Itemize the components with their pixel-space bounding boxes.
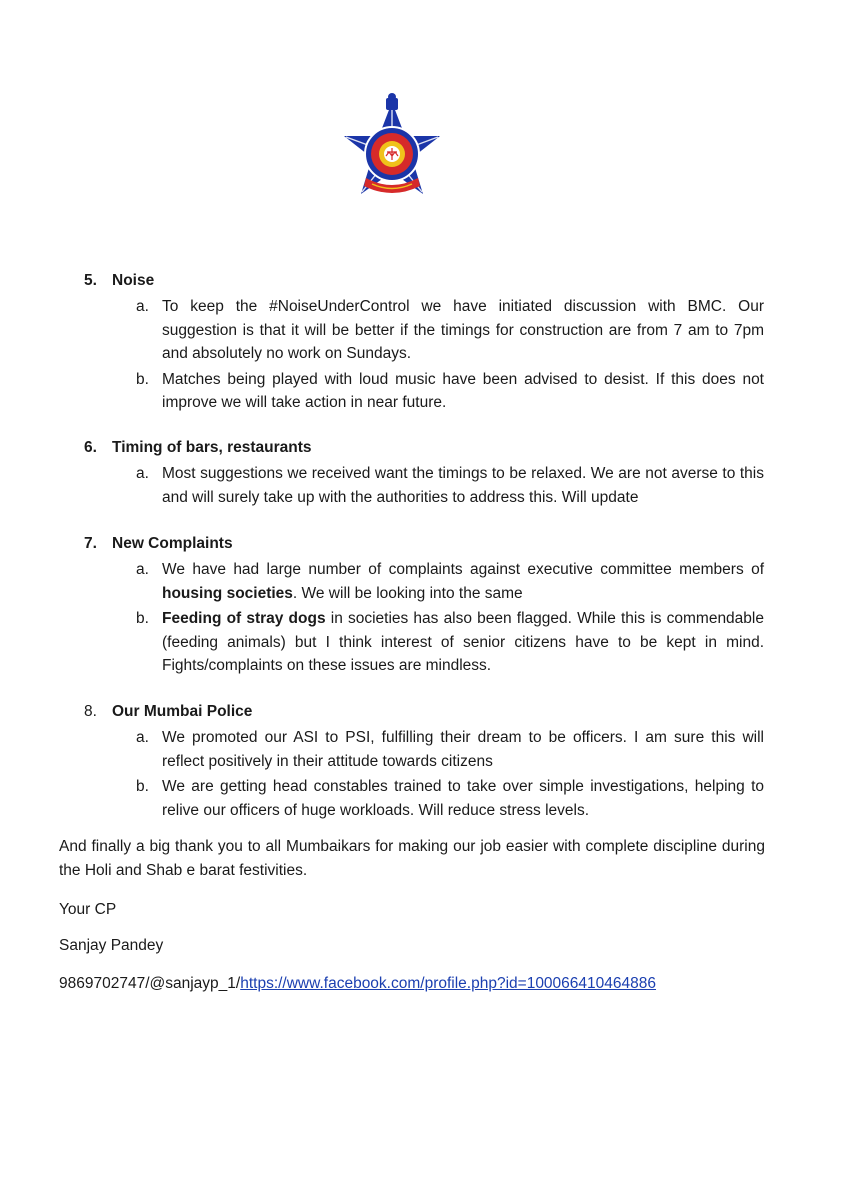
section-timing-bars <box>84 436 764 509</box>
item-letter: a. <box>136 465 149 482</box>
police-emblem-icon <box>328 92 456 204</box>
list-item <box>84 726 764 773</box>
item-text: in societies has also been flagged. While this is commendable (feeding animals) but I think interest of senior citizens have to be kept in mind. Fights/complaints on these issues are mindless. <box>162 610 764 674</box>
section-number: 8. <box>84 703 97 720</box>
item-text-bold: Feeding of stray dogs <box>162 610 326 627</box>
facebook-link[interactable]: https://www.facebook.com/profile.php?id=100066410464886 <box>240 975 657 992</box>
list-item <box>84 607 764 678</box>
item-text: Most suggestions we received want the timings to be relaxed. We are not averse to this and will surely take up with the authorities to address this. Will update <box>162 465 764 506</box>
item-text: Matches being played with loud music have been advised to desist. If this does not improve we will take action in near future. <box>162 370 764 411</box>
item-letter: b. <box>136 778 149 795</box>
signoff: Your CP <box>59 901 117 918</box>
item-text: . We will be looking into the same <box>292 584 523 602</box>
police-logo <box>328 92 456 204</box>
section-number: 6. <box>84 439 97 456</box>
contact-handle: 9869702747/@sanjayp_1/ <box>59 975 241 992</box>
closing-paragraph: And finally a big thank you to all Mumbaikars for making our job easier with complete discipline during the Holi and Shab e barat festivities. <box>59 838 765 879</box>
item-letter: a. <box>136 298 149 315</box>
item-text: To keep the #NoiseUnderControl we have initiated discussion with BMC. Our suggestion is that it will be better if the timings for construction are from 7 am to 7pm and absolutely no work on Sundays. <box>162 298 764 362</box>
signature-name: Sanjay Pandey <box>59 937 164 954</box>
section-number: 7. <box>84 535 97 552</box>
item-letter: b. <box>136 610 149 627</box>
list-item <box>84 775 764 822</box>
item-letter: a. <box>136 561 149 578</box>
item-letter: a. <box>136 729 149 746</box>
section-our-mumbai-police <box>84 700 764 822</box>
list-item <box>84 558 764 605</box>
item-text-bold: housing societies <box>162 584 293 602</box>
section-number: 5. <box>84 272 97 289</box>
item-letter: b. <box>136 370 149 388</box>
item-text: We promoted our ASI to PSI, fulfilling their dream to be officers. I am sure this will reflect positively in their attitude towards citizens <box>162 729 764 770</box>
contact-line <box>59 973 656 995</box>
item-text: We have had large number of complaints against executive committee members of <box>162 561 764 578</box>
list-item <box>84 295 764 366</box>
section-noise <box>84 269 764 415</box>
section-title: New Complaints <box>112 535 233 552</box>
section-new-complaints <box>84 532 764 678</box>
section-title: Timing of bars, restaurants <box>112 439 312 456</box>
section-title: Noise <box>112 272 155 289</box>
list-item <box>84 462 764 509</box>
item-text: We are getting head constables trained to take over simple investigations, helping to relive our officers of huge workloads. Will reduce stress levels. <box>162 778 764 819</box>
section-title: Our Mumbai Police <box>112 703 253 720</box>
list-item <box>84 368 764 415</box>
